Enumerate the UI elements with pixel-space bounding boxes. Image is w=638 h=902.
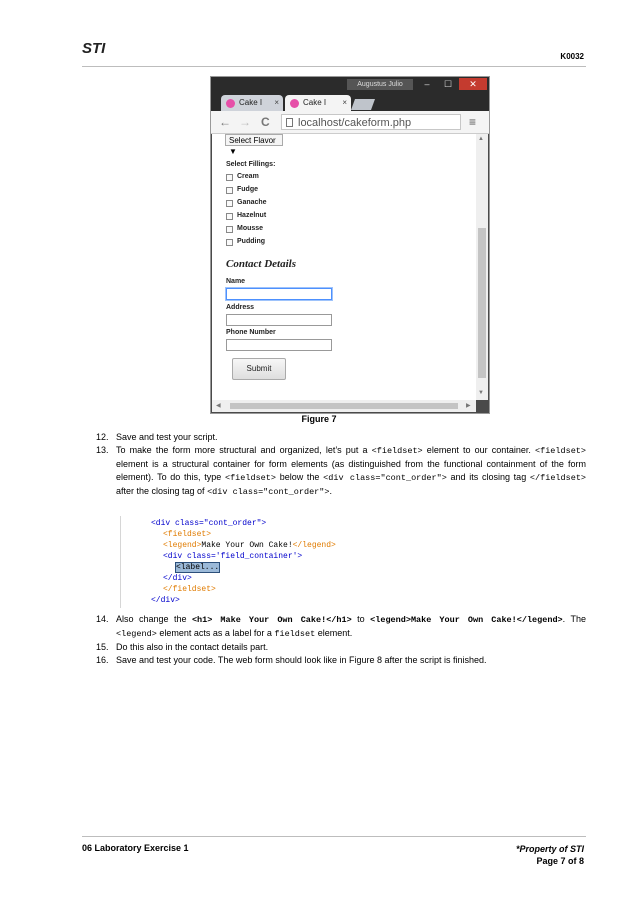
header-divider [82, 66, 586, 67]
cake-favicon-icon [290, 99, 299, 108]
step-text: To make the form more structural and organized, let’s put a [116, 445, 372, 455]
code-token-highlighted: <label... [176, 563, 220, 572]
code-line: <div class="cont_order"> [151, 519, 267, 528]
step-number: 15. [96, 642, 109, 652]
name-input[interactable] [226, 288, 332, 300]
footer-divider [82, 836, 586, 837]
scroll-left-icon[interactable]: ◀ [216, 403, 221, 409]
footer-property-note: *Property of STI [515, 844, 584, 854]
inline-code: <div class="cont_order"> [207, 487, 330, 497]
code-line: <div class='field_container'> [163, 552, 303, 561]
code-line: </fieldset> [163, 585, 216, 594]
inline-code: <div class="cont_order"> [323, 473, 447, 483]
step-number: 14. [96, 614, 109, 624]
tab-close-icon[interactable]: × [342, 98, 347, 107]
tab-close-icon[interactable]: × [274, 98, 279, 107]
tab-label: Cake I [303, 98, 327, 107]
step-text: element to our container. [422, 445, 535, 455]
scroll-up-icon[interactable]: ▲ [478, 136, 484, 142]
step-13 [96, 444, 586, 499]
name-label: Name [226, 278, 246, 285]
step-number: 16. [96, 655, 109, 665]
filling-label: Mousse [237, 225, 264, 232]
inline-code: fieldset [274, 629, 316, 639]
code-line [175, 562, 220, 573]
page-number: Page 7 of 8 [536, 856, 584, 866]
inline-code: <fieldset> [371, 446, 423, 456]
horizontal-scroll-thumb[interactable] [230, 403, 458, 409]
instruction-steps [96, 431, 586, 499]
sti-logo-text: STI [82, 40, 106, 57]
scroll-right-icon[interactable]: ▶ [466, 403, 471, 409]
phone-label: Phone Number [226, 329, 276, 336]
filling-label: Hazelnut [237, 212, 267, 219]
code-token: </legend> [292, 541, 336, 550]
browser-screenshot [210, 76, 490, 414]
step-number: 12. [96, 432, 109, 442]
cake-favicon-icon [226, 99, 235, 108]
step-16 [96, 654, 586, 667]
step-12 [96, 431, 586, 444]
submit-button[interactable]: Submit [232, 358, 286, 380]
reload-icon[interactable]: C [261, 115, 270, 129]
address-bar[interactable] [281, 114, 461, 130]
address-label: Address [226, 304, 255, 311]
forward-arrow-icon[interactable]: → [239, 115, 251, 129]
footer-course-title: 06 Laboratory Exercise 1 [82, 843, 189, 853]
filling-label: Cream [237, 173, 259, 180]
vertical-scrollbar[interactable] [476, 134, 488, 400]
code-line: </div> [151, 596, 180, 605]
checkbox-cream[interactable] [226, 174, 233, 181]
tab-label: Cake I [239, 98, 263, 107]
user-badge[interactable]: Augustus Julio [347, 79, 413, 90]
flavor-select[interactable]: Select Flavor ▼ [225, 134, 283, 146]
horizontal-scrollbar[interactable] [212, 400, 476, 412]
tab-cake-2[interactable] [285, 95, 351, 111]
new-tab-button[interactable] [351, 99, 375, 110]
step-text: Do this also in the contact details part. [116, 642, 269, 652]
checkbox-mousse[interactable] [226, 226, 233, 233]
checkbox-fudge[interactable] [226, 187, 233, 194]
step-text: below the [275, 472, 324, 482]
step-number: 13. [96, 445, 109, 455]
tab-strip [211, 94, 489, 111]
filling-label: Pudding [237, 238, 265, 245]
page-icon [286, 118, 293, 127]
step-text: . The [562, 614, 586, 624]
filling-label: Ganache [237, 199, 267, 206]
instruction-steps-continued [96, 613, 586, 667]
figure-caption: Figure 7 [301, 414, 337, 424]
scroll-down-icon[interactable]: ▼ [478, 390, 484, 396]
back-arrow-icon[interactable]: ← [219, 115, 231, 129]
step-text: element acts as a label for a [156, 628, 275, 638]
inline-code: <h1> Make Your Own Cake!</h1> [191, 615, 352, 625]
inline-code: <legend>Make Your Own Cake!</legend> [370, 615, 563, 625]
inline-code: </fieldset> [529, 473, 587, 483]
browser-toolbar [211, 111, 489, 134]
browser-titlebar [211, 77, 489, 94]
restore-icon[interactable]: ☐ [443, 79, 453, 89]
footer-page-info [516, 843, 584, 867]
step-text: after the closing tag of [116, 486, 208, 496]
contact-details-legend: Contact Details [226, 258, 296, 270]
phone-input[interactable] [226, 339, 332, 351]
step-text: Also change the [116, 614, 192, 624]
step-text: Save and test your code. The web form should look like in Figure 8 after the script is finished. [116, 655, 487, 665]
document-code: K0032 [560, 52, 584, 61]
fillings-label: Select Fillings: [226, 161, 276, 168]
code-snippet [120, 516, 336, 608]
checkbox-hazelnut[interactable] [226, 213, 233, 220]
filling-label: Fudge [237, 186, 258, 193]
step-14 [96, 613, 586, 641]
scroll-thumb[interactable] [478, 228, 486, 378]
step-text: Save and test your script. [116, 432, 218, 442]
checkbox-pudding[interactable] [226, 239, 233, 246]
step-text: . [329, 486, 332, 496]
close-window-icon[interactable]: ✕ [459, 78, 487, 90]
inline-code: <fieldset> [535, 446, 587, 456]
inline-code: <fieldset> [224, 473, 276, 483]
step-text: element. [315, 628, 353, 638]
menu-icon[interactable]: ≡ [469, 115, 477, 129]
step-text: element is a structural container for form elements (as distinguished from the functional containment of the form element). To do this, type [116, 459, 586, 482]
step-text: to [351, 614, 371, 624]
page-viewport [212, 134, 476, 400]
step-text: and its closing tag [446, 472, 530, 482]
code-line: <fieldset> [163, 530, 212, 539]
checkbox-ganache[interactable] [226, 200, 233, 207]
sti-logo [82, 40, 105, 57]
code-token: Make Your Own Cake! [201, 541, 293, 550]
step-15 [96, 641, 586, 654]
tab-cake-1[interactable] [221, 95, 283, 111]
url-text: localhost/cakeform.php [298, 117, 412, 129]
address-input[interactable] [226, 314, 332, 326]
code-token: <legend> [163, 541, 202, 550]
code-line: </div> [163, 574, 192, 583]
inline-code: <legend> [116, 629, 157, 639]
code-line [163, 540, 336, 551]
minimize-icon[interactable]: – [424, 79, 430, 89]
